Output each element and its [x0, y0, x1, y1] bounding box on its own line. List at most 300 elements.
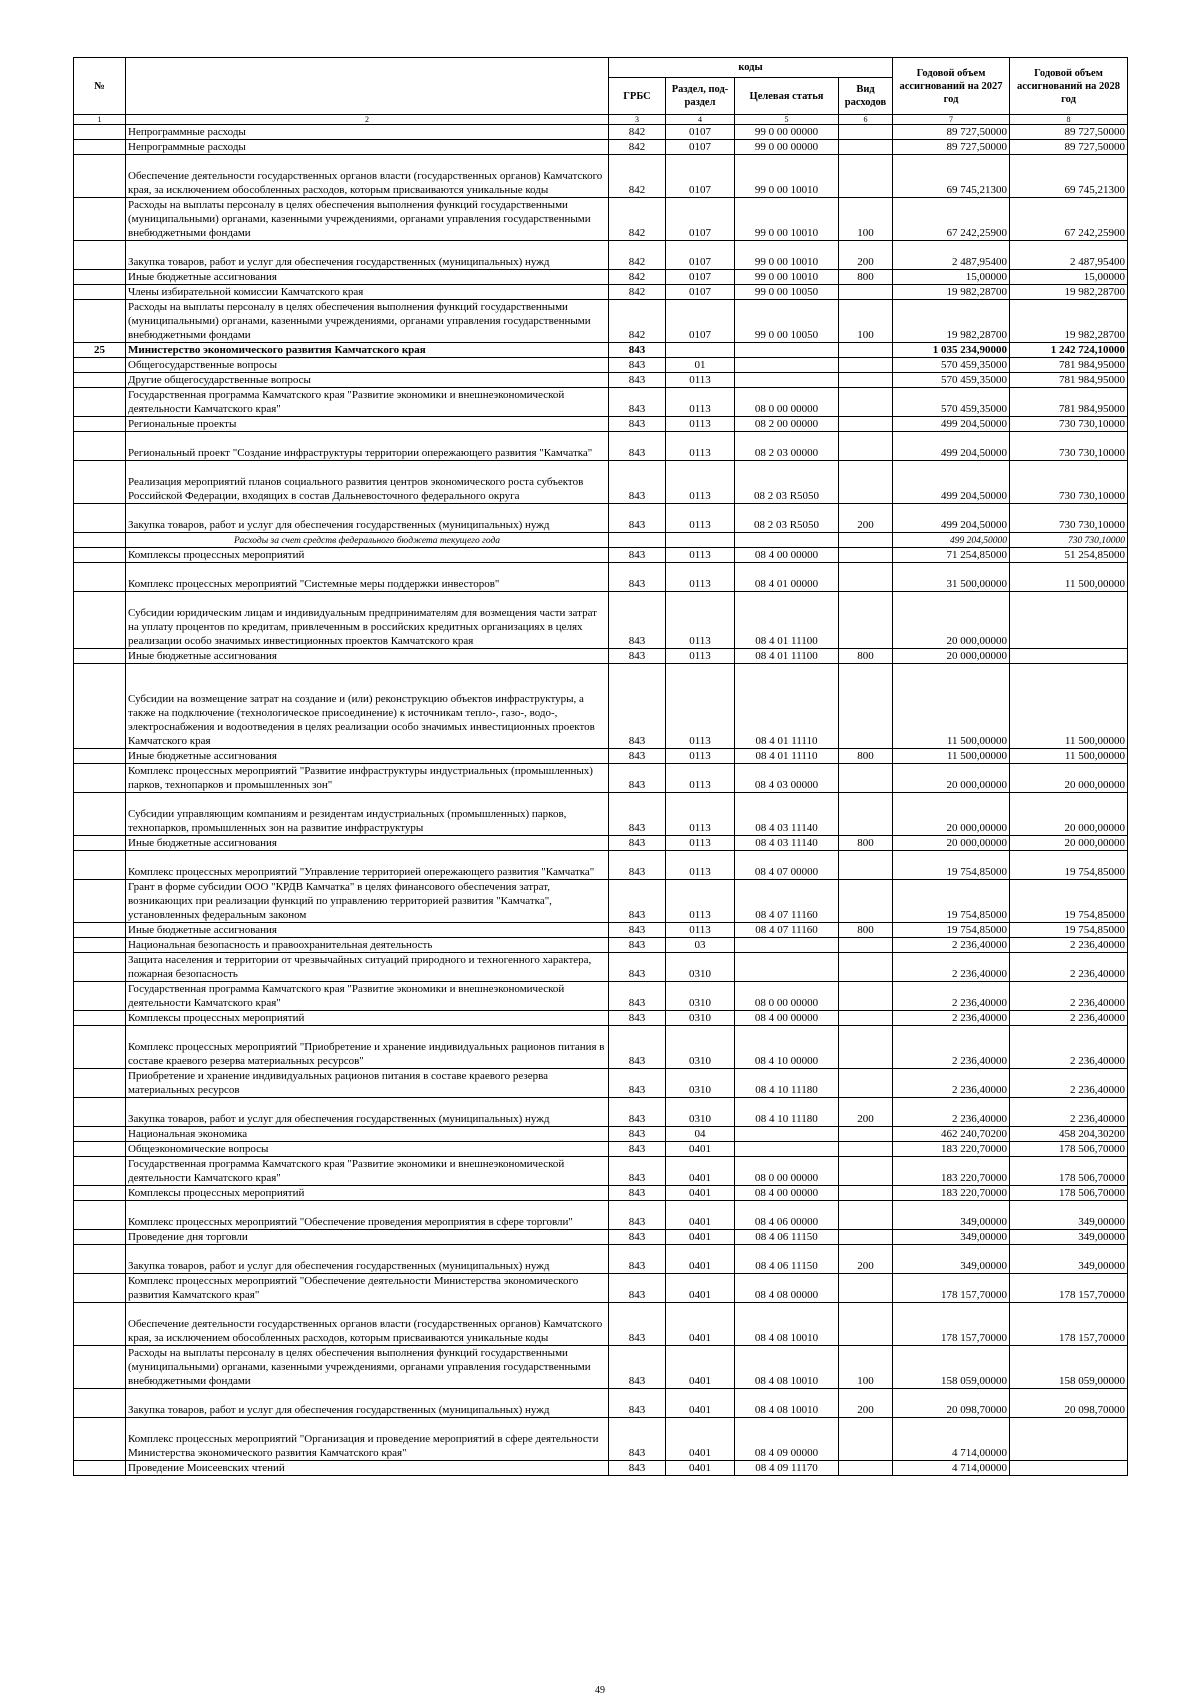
row-name-cell: Субсидии на возмещение затрат на создание и (или) реконструкцию объектов инфраструктуры, а также на подключение (технологическое присоединение) к источникам тепло-, газо-, водо-, электроснабжения и водоотведения в целях реализации особо значимых инвестиционных проектов Камчатского края	[126, 664, 609, 749]
table-row	[74, 1098, 1128, 1127]
row-amount-2027-cell: 2 236,40000	[893, 953, 1010, 982]
table-row	[74, 1418, 1128, 1461]
table-row	[74, 432, 1128, 461]
row-target-article-cell: 08 4 01 11110	[735, 749, 839, 764]
row-amount-2028-cell: 15,00000	[1010, 270, 1128, 285]
row-name-cell: Проведение Моисеевских чтений	[126, 1461, 609, 1476]
row-number-cell	[74, 938, 126, 953]
row-amount-2028-cell: 69 745,21300	[1010, 155, 1128, 198]
row-target-article-cell: 08 4 01 11110	[735, 664, 839, 749]
row-expense-kind-cell	[839, 938, 893, 953]
row-section-cell: 0401	[666, 1346, 735, 1389]
table-row	[74, 417, 1128, 432]
row-amount-2027-cell: 89 727,50000	[893, 125, 1010, 140]
table-row	[74, 300, 1128, 343]
row-name-cell: Иные бюджетные ассигнования	[126, 749, 609, 764]
row-name-cell: Комплекс процессных мероприятий "Развитие инфраструктуры индустриальных (промышленных) парков, технопарков и промышленных зон"	[126, 764, 609, 793]
budget-table-body	[74, 125, 1128, 1476]
row-grbs-cell: 843	[609, 1098, 666, 1127]
row-amount-2028-cell	[1010, 649, 1128, 664]
row-expense-kind-cell: 800	[839, 749, 893, 764]
row-name-cell: Обеспечение деятельности государственных органов власти (государственных органов) Камчатского края, за исключением обособленных расходов, которым присваиваются уникальные коды	[126, 1303, 609, 1346]
row-expense-kind-cell	[839, 953, 893, 982]
row-grbs-cell: 843	[609, 764, 666, 793]
row-name-cell: Региональные проекты	[126, 417, 609, 432]
row-expense-kind-cell	[839, 1201, 893, 1230]
row-number-cell	[74, 1245, 126, 1274]
row-amount-2028-cell: 458 204,30200	[1010, 1127, 1128, 1142]
row-section-cell: 0113	[666, 664, 735, 749]
budget-document	[73, 57, 1127, 1476]
table-row	[74, 241, 1128, 270]
row-number-cell	[74, 563, 126, 592]
row-section-cell: 0113	[666, 592, 735, 649]
header-section: Раздел, под-раздел	[666, 78, 735, 115]
row-name-cell: Иные бюджетные ассигнования	[126, 923, 609, 938]
row-grbs-cell: 843	[609, 1026, 666, 1069]
row-target-article-cell: 08 4 10 00000	[735, 1026, 839, 1069]
row-name-cell: Комплекс процессных мероприятий "Приобретение и хранение индивидуальных рационов питания в составе краевого резерва материальных ресурсов"	[126, 1026, 609, 1069]
row-number-cell	[74, 953, 126, 982]
row-amount-2028-cell: 19 982,28700	[1010, 285, 1128, 300]
row-name-cell: Государственная программа Камчатского края "Развитие экономики и внешнеэкономической деятельности Камчатского края"	[126, 388, 609, 417]
row-name-cell: Закупка товаров, работ и услуг для обеспечения государственных (муниципальных) нужд	[126, 1098, 609, 1127]
row-number-cell	[74, 1186, 126, 1201]
row-expense-kind-cell	[839, 155, 893, 198]
row-grbs-cell: 843	[609, 1346, 666, 1389]
row-grbs-cell: 843	[609, 548, 666, 563]
row-amount-2027-cell: 15,00000	[893, 270, 1010, 285]
row-grbs-cell: 843	[609, 1011, 666, 1026]
row-grbs-cell: 843	[609, 1461, 666, 1476]
table-row	[74, 533, 1128, 548]
table-row	[74, 125, 1128, 140]
row-amount-2028-cell: 349,00000	[1010, 1201, 1128, 1230]
row-amount-2027-cell: 19 982,28700	[893, 300, 1010, 343]
row-number-cell	[74, 764, 126, 793]
row-number-cell	[74, 548, 126, 563]
row-section-cell: 0401	[666, 1157, 735, 1186]
row-amount-2028-cell: 349,00000	[1010, 1245, 1128, 1274]
table-row	[74, 270, 1128, 285]
row-amount-2028-cell: 178 157,70000	[1010, 1274, 1128, 1303]
row-amount-2027-cell: 349,00000	[893, 1201, 1010, 1230]
row-amount-2027-cell: 183 220,70000	[893, 1186, 1010, 1201]
header-grbs: ГРБС	[609, 78, 666, 115]
table-row	[74, 793, 1128, 836]
row-expense-kind-cell: 200	[839, 504, 893, 533]
row-name-cell: Проведение дня торговли	[126, 1230, 609, 1245]
row-target-article-cell: 08 4 00 00000	[735, 1186, 839, 1201]
table-row	[74, 1142, 1128, 1157]
row-target-article-cell: 08 2 00 00000	[735, 417, 839, 432]
row-amount-2028-cell: 178 506,70000	[1010, 1157, 1128, 1186]
row-amount-2027-cell: 2 236,40000	[893, 982, 1010, 1011]
row-amount-2028-cell	[1010, 1418, 1128, 1461]
row-section-cell: 04	[666, 1127, 735, 1142]
row-amount-2028-cell: 20 000,00000	[1010, 764, 1128, 793]
row-name-cell: Министерство экономического развития Камчатского края	[126, 343, 609, 358]
row-amount-2027-cell: 499 204,50000	[893, 504, 1010, 533]
row-target-article-cell: 99 0 00 10010	[735, 155, 839, 198]
table-row	[74, 155, 1128, 198]
row-section-cell: 0113	[666, 793, 735, 836]
row-number-cell	[74, 1274, 126, 1303]
row-section-cell	[666, 533, 735, 548]
row-target-article-cell: 08 4 01 00000	[735, 563, 839, 592]
row-name-cell: Субсидии управляющим компаниям и резидентам индустриальных (промышленных) парков, технопарков, промышленных зон на развитие инфраструктуры	[126, 793, 609, 836]
row-section-cell: 0401	[666, 1186, 735, 1201]
row-target-article-cell: 08 2 03 00000	[735, 432, 839, 461]
row-name-cell: Комплексы процессных мероприятий	[126, 1186, 609, 1201]
row-expense-kind-cell	[839, 358, 893, 373]
row-amount-2028-cell: 89 727,50000	[1010, 125, 1128, 140]
row-amount-2027-cell: 20 000,00000	[893, 793, 1010, 836]
row-expense-kind-cell	[839, 1274, 893, 1303]
row-amount-2027-cell: 158 059,00000	[893, 1346, 1010, 1389]
row-expense-kind-cell	[839, 461, 893, 504]
row-amount-2027-cell: 20 000,00000	[893, 764, 1010, 793]
table-row	[74, 1346, 1128, 1389]
row-grbs-cell: 843	[609, 664, 666, 749]
row-amount-2027-cell: 19 754,85000	[893, 851, 1010, 880]
row-section-cell: 0113	[666, 923, 735, 938]
row-amount-2028-cell: 178 157,70000	[1010, 1303, 1128, 1346]
row-amount-2027-cell: 178 157,70000	[893, 1274, 1010, 1303]
row-expense-kind-cell	[839, 563, 893, 592]
header-name	[126, 58, 609, 115]
row-name-cell: Закупка товаров, работ и услуг для обеспечения государственных (муниципальных) нужд	[126, 241, 609, 270]
row-name-cell: Члены избирательной комиссии Камчатского края	[126, 285, 609, 300]
row-amount-2028-cell: 19 754,85000	[1010, 923, 1128, 938]
table-row	[74, 140, 1128, 155]
row-amount-2028-cell: 11 500,00000	[1010, 664, 1128, 749]
row-target-article-cell	[735, 373, 839, 388]
row-grbs-cell: 843	[609, 358, 666, 373]
row-amount-2027-cell: 19 754,85000	[893, 923, 1010, 938]
row-expense-kind-cell	[839, 880, 893, 923]
row-grbs-cell	[609, 533, 666, 548]
row-expense-kind-cell	[839, 793, 893, 836]
row-expense-kind-cell: 200	[839, 1098, 893, 1127]
table-row	[74, 1303, 1128, 1346]
row-amount-2027-cell: 4 714,00000	[893, 1418, 1010, 1461]
row-expense-kind-cell	[839, 764, 893, 793]
row-name-cell: Комплекс процессных мероприятий "Организация и проведение мероприятий в сфере деятельности Министерства экономического развития Камчатского края"	[126, 1418, 609, 1461]
row-grbs-cell: 843	[609, 1418, 666, 1461]
row-number-cell	[74, 1346, 126, 1389]
header-target-article: Целевая статья	[735, 78, 839, 115]
row-name-cell: Другие общегосударственные вопросы	[126, 373, 609, 388]
row-section-cell: 0113	[666, 764, 735, 793]
row-number-cell	[74, 155, 126, 198]
header-number: №	[74, 58, 126, 115]
row-section-cell: 0113	[666, 836, 735, 851]
row-amount-2028-cell	[1010, 592, 1128, 649]
row-grbs-cell: 843	[609, 373, 666, 388]
row-amount-2027-cell: 11 500,00000	[893, 749, 1010, 764]
table-row	[74, 198, 1128, 241]
row-amount-2028-cell: 2 236,40000	[1010, 982, 1128, 1011]
row-name-cell: Комплексы процессных мероприятий	[126, 548, 609, 563]
row-amount-2028-cell: 158 059,00000	[1010, 1346, 1128, 1389]
row-target-article-cell: 99 0 00 00000	[735, 125, 839, 140]
row-number-cell	[74, 358, 126, 373]
table-row	[74, 649, 1128, 664]
row-number-cell	[74, 432, 126, 461]
column-number-label: 1	[74, 115, 126, 125]
row-section-cell: 0113	[666, 548, 735, 563]
row-grbs-cell: 843	[609, 982, 666, 1011]
row-number-cell	[74, 1461, 126, 1476]
row-section-cell: 0107	[666, 198, 735, 241]
row-expense-kind-cell	[839, 140, 893, 155]
row-expense-kind-cell: 100	[839, 198, 893, 241]
row-expense-kind-cell: 100	[839, 300, 893, 343]
row-section-cell: 0113	[666, 461, 735, 504]
row-amount-2028-cell: 67 242,25900	[1010, 198, 1128, 241]
row-amount-2028-cell: 11 500,00000	[1010, 563, 1128, 592]
row-grbs-cell: 843	[609, 1069, 666, 1098]
row-number-cell	[74, 1026, 126, 1069]
row-target-article-cell	[735, 358, 839, 373]
row-number-cell	[74, 1011, 126, 1026]
row-grbs-cell: 842	[609, 300, 666, 343]
row-expense-kind-cell: 200	[839, 241, 893, 270]
row-expense-kind-cell	[839, 1069, 893, 1098]
row-grbs-cell: 842	[609, 241, 666, 270]
row-number-cell	[74, 285, 126, 300]
row-amount-2028-cell: 19 982,28700	[1010, 300, 1128, 343]
row-target-article-cell: 08 4 07 00000	[735, 851, 839, 880]
row-amount-2027-cell: 349,00000	[893, 1245, 1010, 1274]
row-number-cell	[74, 1069, 126, 1098]
row-amount-2028-cell: 2 236,40000	[1010, 938, 1128, 953]
row-expense-kind-cell	[839, 125, 893, 140]
table-row	[74, 373, 1128, 388]
column-number-label: 7	[893, 115, 1010, 125]
row-number-cell	[74, 664, 126, 749]
table-row	[74, 1461, 1128, 1476]
row-amount-2027-cell: 178 157,70000	[893, 1303, 1010, 1346]
row-number-cell	[74, 388, 126, 417]
row-grbs-cell: 843	[609, 649, 666, 664]
table-row	[74, 358, 1128, 373]
row-amount-2027-cell: 67 242,25900	[893, 198, 1010, 241]
row-amount-2027-cell: 2 236,40000	[893, 1026, 1010, 1069]
table-row	[74, 388, 1128, 417]
row-section-cell: 0107	[666, 241, 735, 270]
row-amount-2027-cell: 183 220,70000	[893, 1157, 1010, 1186]
row-expense-kind-cell	[839, 851, 893, 880]
table-row	[74, 1011, 1128, 1026]
column-number-label: 2	[126, 115, 609, 125]
row-name-cell: Комплекс процессных мероприятий "Обеспечение деятельности Министерства экономического развития Камчатского края"	[126, 1274, 609, 1303]
row-name-cell: Расходы на выплаты персоналу в целях обеспечения выполнения функций государственными (муниципальными) органами, казенными учреждениями, органами управления государственными внебюджетными фондами	[126, 198, 609, 241]
table-row	[74, 836, 1128, 851]
row-amount-2027-cell: 499 204,50000	[893, 417, 1010, 432]
row-target-article-cell	[735, 953, 839, 982]
row-section-cell: 0310	[666, 982, 735, 1011]
row-amount-2028-cell: 781 984,95000	[1010, 373, 1128, 388]
row-name-cell: Национальная безопасность и правоохранительная деятельность	[126, 938, 609, 953]
row-amount-2028-cell: 730 730,10000	[1010, 417, 1128, 432]
row-number-cell	[74, 923, 126, 938]
row-expense-kind-cell	[839, 1230, 893, 1245]
table-row	[74, 923, 1128, 938]
row-amount-2027-cell: 499 204,50000	[893, 533, 1010, 548]
row-number-cell	[74, 1389, 126, 1418]
row-name-cell: Государственная программа Камчатского края "Развитие экономики и внешнеэкономической деятельности Камчатского края"	[126, 1157, 609, 1186]
row-grbs-cell: 842	[609, 140, 666, 155]
row-expense-kind-cell	[839, 1303, 893, 1346]
row-amount-2028-cell: 178 506,70000	[1010, 1186, 1128, 1201]
row-expense-kind-cell	[839, 1142, 893, 1157]
row-grbs-cell: 843	[609, 504, 666, 533]
row-section-cell: 0113	[666, 749, 735, 764]
row-amount-2027-cell: 462 240,70200	[893, 1127, 1010, 1142]
table-row	[74, 1201, 1128, 1230]
table-row	[74, 664, 1128, 749]
row-number-cell	[74, 592, 126, 649]
row-number-cell	[74, 793, 126, 836]
row-target-article-cell: 08 4 08 10010	[735, 1346, 839, 1389]
row-section-cell: 0401	[666, 1303, 735, 1346]
row-grbs-cell: 843	[609, 343, 666, 358]
row-name-cell: Грант в форме субсидии ООО "КРДВ Камчатка" в целях финансового обеспечения затрат, возникающих при реализации функций по управлению территорией развития "Камчатка", установленных федеральным законом	[126, 880, 609, 923]
column-number-label: 6	[839, 115, 893, 125]
row-name-cell: Национальная экономика	[126, 1127, 609, 1142]
row-target-article-cell: 99 0 00 10050	[735, 300, 839, 343]
row-section-cell	[666, 343, 735, 358]
row-expense-kind-cell	[839, 533, 893, 548]
row-section-cell: 01	[666, 358, 735, 373]
row-amount-2027-cell: 20 098,70000	[893, 1389, 1010, 1418]
row-number-cell	[74, 417, 126, 432]
row-name-cell: Субсидии юридическим лицам и индивидуальным предпринимателям для возмещения части затрат на уплату процентов по кредитам, привлеченным в российских кредитных организациях в целях реализации особо значимых инвестиционных проектов Камчатского края	[126, 592, 609, 649]
row-grbs-cell: 842	[609, 270, 666, 285]
row-section-cell: 03	[666, 938, 735, 953]
row-grbs-cell: 843	[609, 592, 666, 649]
row-grbs-cell: 843	[609, 563, 666, 592]
row-section-cell: 0310	[666, 953, 735, 982]
row-section-cell: 0113	[666, 880, 735, 923]
row-name-cell: Расходы за счет средств федерального бюджета текущего года	[126, 533, 609, 548]
row-name-cell: Иные бюджетные ассигнования	[126, 836, 609, 851]
row-target-article-cell: 08 4 01 11100	[735, 592, 839, 649]
table-row	[74, 1389, 1128, 1418]
row-amount-2028-cell: 20 098,70000	[1010, 1389, 1128, 1418]
row-amount-2027-cell: 20 000,00000	[893, 649, 1010, 664]
row-expense-kind-cell: 800	[839, 836, 893, 851]
table-row	[74, 1157, 1128, 1186]
row-number-cell	[74, 1201, 126, 1230]
row-target-article-cell: 08 4 08 10010	[735, 1389, 839, 1418]
column-number-label: 4	[666, 115, 735, 125]
row-number-cell	[74, 140, 126, 155]
row-amount-2028-cell: 19 754,85000	[1010, 880, 1128, 923]
row-section-cell: 0401	[666, 1245, 735, 1274]
row-section-cell: 0310	[666, 1011, 735, 1026]
row-amount-2027-cell: 20 000,00000	[893, 836, 1010, 851]
row-target-article-cell: 08 2 03 R5050	[735, 504, 839, 533]
row-expense-kind-cell	[839, 388, 893, 417]
row-amount-2028-cell	[1010, 1461, 1128, 1476]
row-amount-2028-cell: 730 730,10000	[1010, 432, 1128, 461]
column-number-label: 8	[1010, 115, 1128, 125]
table-row	[74, 343, 1128, 358]
row-grbs-cell: 843	[609, 953, 666, 982]
row-section-cell: 0401	[666, 1461, 735, 1476]
row-target-article-cell: 99 0 00 10010	[735, 270, 839, 285]
row-target-article-cell: 08 4 09 00000	[735, 1418, 839, 1461]
row-target-article-cell: 08 4 08 10010	[735, 1303, 839, 1346]
row-target-article-cell: 08 4 03 11140	[735, 793, 839, 836]
row-section-cell: 0401	[666, 1274, 735, 1303]
row-amount-2027-cell: 349,00000	[893, 1230, 1010, 1245]
row-section-cell: 0310	[666, 1098, 735, 1127]
row-expense-kind-cell	[839, 664, 893, 749]
row-grbs-cell: 843	[609, 923, 666, 938]
row-expense-kind-cell: 200	[839, 1245, 893, 1274]
column-number-label: 3	[609, 115, 666, 125]
row-expense-kind-cell	[839, 1011, 893, 1026]
row-amount-2027-cell: 4 714,00000	[893, 1461, 1010, 1476]
row-expense-kind-cell	[839, 343, 893, 358]
row-section-cell: 0113	[666, 649, 735, 664]
row-expense-kind-cell	[839, 592, 893, 649]
row-grbs-cell: 843	[609, 749, 666, 764]
row-amount-2028-cell: 51 254,85000	[1010, 548, 1128, 563]
row-target-article-cell: 08 4 06 11150	[735, 1245, 839, 1274]
row-name-cell: Непрограммные расходы	[126, 125, 609, 140]
row-target-article-cell: 08 4 09 11170	[735, 1461, 839, 1476]
row-target-article-cell	[735, 1142, 839, 1157]
row-number-cell	[74, 851, 126, 880]
row-target-article-cell: 08 4 03 11140	[735, 836, 839, 851]
row-number-cell	[74, 836, 126, 851]
row-target-article-cell: 08 4 06 00000	[735, 1201, 839, 1230]
row-target-article-cell: 08 4 00 00000	[735, 548, 839, 563]
row-section-cell: 0107	[666, 155, 735, 198]
row-number-cell	[74, 649, 126, 664]
row-section-cell: 0113	[666, 373, 735, 388]
budget-table	[73, 57, 1128, 1476]
row-amount-2028-cell: 11 500,00000	[1010, 749, 1128, 764]
row-amount-2028-cell: 2 236,40000	[1010, 953, 1128, 982]
row-amount-2028-cell: 2 487,95400	[1010, 241, 1128, 270]
row-grbs-cell: 843	[609, 1274, 666, 1303]
row-grbs-cell: 843	[609, 793, 666, 836]
row-expense-kind-cell	[839, 1418, 893, 1461]
row-grbs-cell: 843	[609, 1303, 666, 1346]
row-number-cell	[74, 461, 126, 504]
row-section-cell: 0401	[666, 1201, 735, 1230]
row-section-cell: 0401	[666, 1142, 735, 1157]
header-codes: коды	[609, 58, 893, 78]
row-expense-kind-cell	[839, 1026, 893, 1069]
row-expense-kind-cell: 800	[839, 649, 893, 664]
row-amount-2028-cell: 1 242 724,10000	[1010, 343, 1128, 358]
row-name-cell: Государственная программа Камчатского края "Развитие экономики и внешнеэкономической деятельности Камчатского края"	[126, 982, 609, 1011]
header-expense-kind: Вид расходов	[839, 78, 893, 115]
row-amount-2028-cell: 2 236,40000	[1010, 1098, 1128, 1127]
row-number-cell	[74, 1098, 126, 1127]
row-grbs-cell: 843	[609, 1389, 666, 1418]
table-row	[74, 749, 1128, 764]
row-amount-2027-cell: 2 236,40000	[893, 938, 1010, 953]
row-expense-kind-cell	[839, 1157, 893, 1186]
